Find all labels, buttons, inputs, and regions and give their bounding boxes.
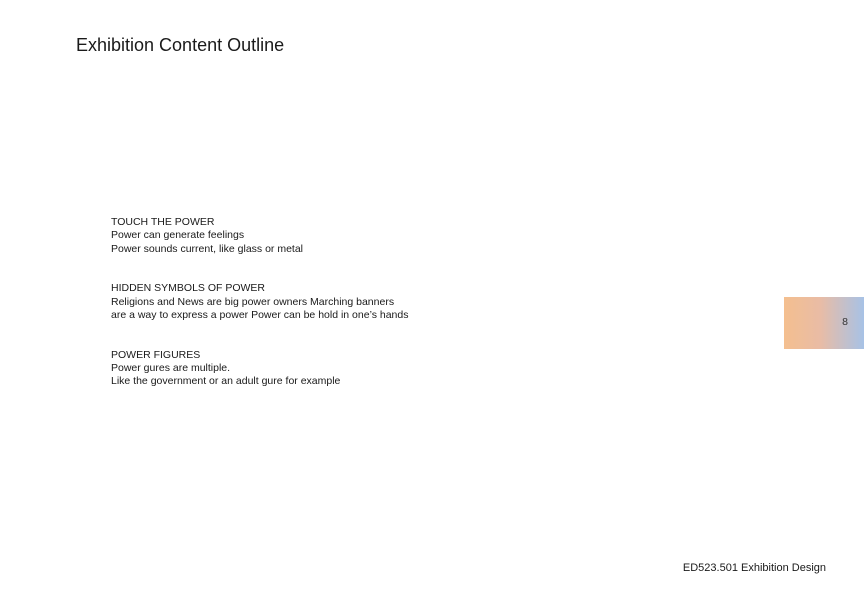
section-line: Power sounds current, like glass or metal <box>111 242 303 255</box>
section-line: Power gures are multiple. <box>111 362 231 375</box>
section-power-figures <box>111 349 531 389</box>
section-hidden-symbols-of-power <box>111 282 531 322</box>
section-heading: POWER FIGURES <box>111 348 201 361</box>
page-title: Exhibition Content Outline <box>76 35 285 55</box>
section-touch-the-power <box>111 216 531 256</box>
section-heading: TOUCH THE POWER <box>111 216 215 228</box>
content-outline <box>111 216 531 415</box>
section-line: Like the government or an adult gure for example <box>111 375 341 388</box>
page-number: 8 <box>842 316 848 328</box>
section-line: Power can generate feelings <box>111 229 245 242</box>
section-heading: HIDDEN SYMBOLS OF POWER <box>111 282 266 295</box>
section-line: Religions and News are big power owners Marching banners <box>111 295 395 308</box>
section-line: are a way to express a power Power can be hold in one’s hands <box>111 308 409 321</box>
footer-course-label: ED523.501 Exhibition Design <box>682 562 826 574</box>
page-number-tab <box>784 297 864 349</box>
